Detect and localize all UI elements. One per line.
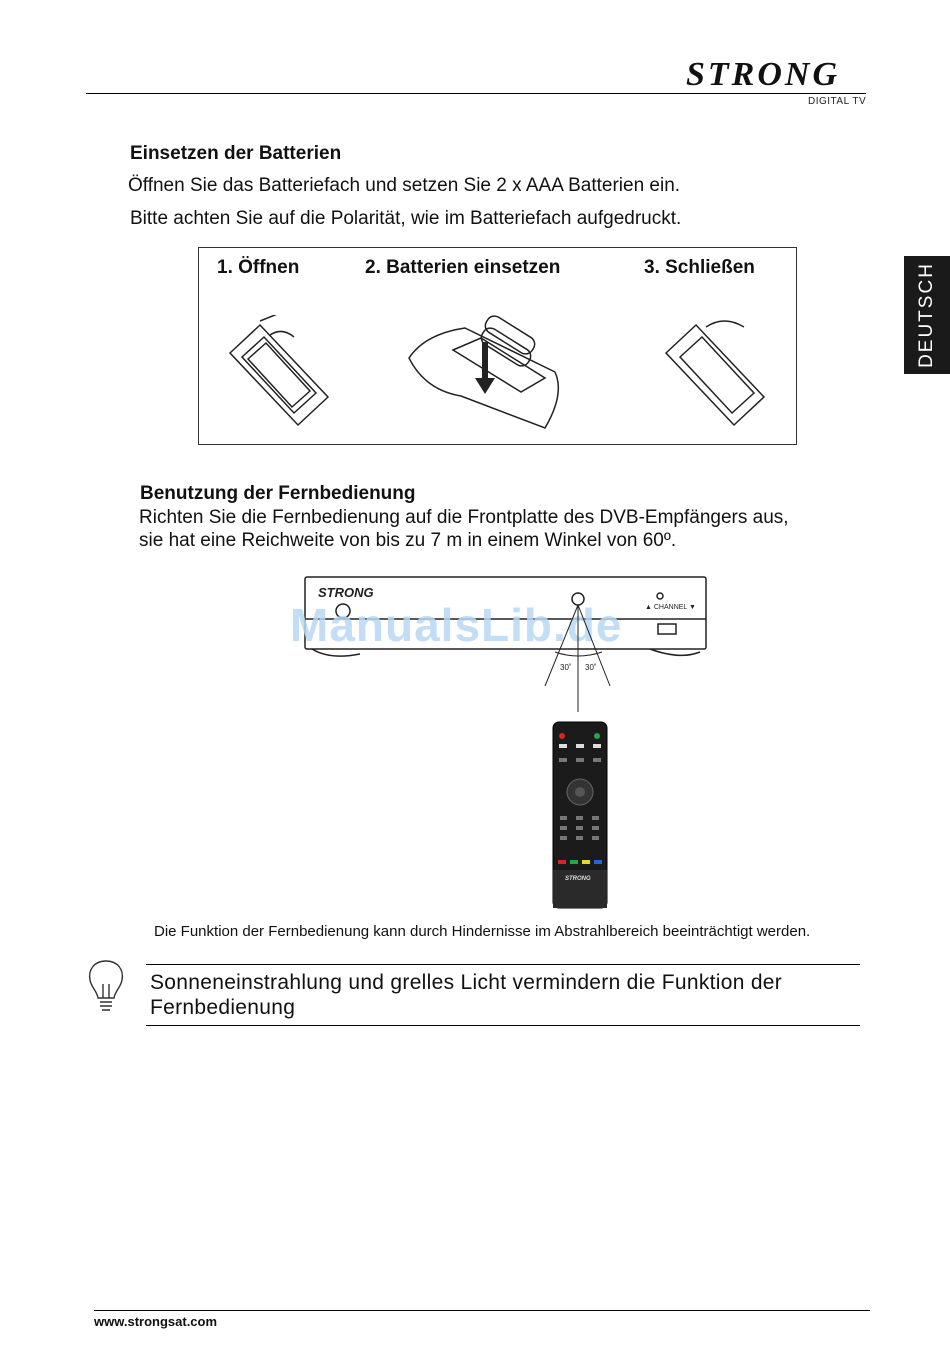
remote-caption: Die Funktion der Fernbedienung kann durch Hindernisse im Abstrahlbereich beeinträchtigt werden. [154,923,811,940]
remote-usage-line-2: sie hat eine Reichweite von bis zu 7 m in einem Winkel von 60º. [139,530,677,551]
angle-right-label: 30˚ [585,663,597,672]
header-rule [86,93,866,94]
language-tab [904,256,950,374]
step-open: 1. Öffnen [217,257,300,278]
batteries-line-2: Bitte achten Sie auf die Polarität, wie im Batteriefach aufgedruckt. [130,208,682,229]
receiver-brand: STRONG [318,585,374,600]
watermark: ManualsLib.de [290,599,623,651]
brand-subtitle: DIGITAL TV [808,96,867,107]
footer-url[interactable]: www.strongsat.com [94,1314,218,1329]
receiver-channel-label: ▲ CHANNEL ▼ [645,604,696,611]
battery-insert-illustration [405,298,585,438]
batteries-heading: Einsetzen der Batterien [130,143,342,164]
brand-logo-text: STRONG [686,56,841,93]
remote-back-open-illustration [220,315,340,430]
note-top-rule [146,964,860,965]
step-close: 3. Schließen [644,257,755,278]
remote-usage-line-1: Richten Sie die Fernbedienung auf die Frontplatte des DVB-Empfängers aus, [139,507,789,528]
remote-usage-heading: Benutzung der Fernbedienung [140,483,416,504]
brand-logo [686,56,870,92]
note-text [150,970,782,1020]
angle-left-label: 30˚ [560,663,572,672]
footer-rule [94,1310,870,1311]
note-line-2: Fernbedienung [150,996,296,1019]
batteries-line-1: Öffnen Sie das Batteriefach und setzen Sie 2 x AAA Batterien ein. [128,175,681,196]
note-bottom-rule [146,1025,860,1026]
step-insert: 2. Batterien einsetzen [365,257,561,278]
note-line-1: Sonneneinstrahlung und grelles Licht vermindern die Funktion der [150,971,783,994]
ir-beam-diagram [540,600,630,716]
remote-back-closed-illustration [660,315,780,430]
language-tab-label: DEUTSCH [916,262,937,368]
lightbulb-icon [84,958,128,1014]
remote-brand: STRONG [565,876,591,882]
remote-control-illustration [550,720,610,912]
